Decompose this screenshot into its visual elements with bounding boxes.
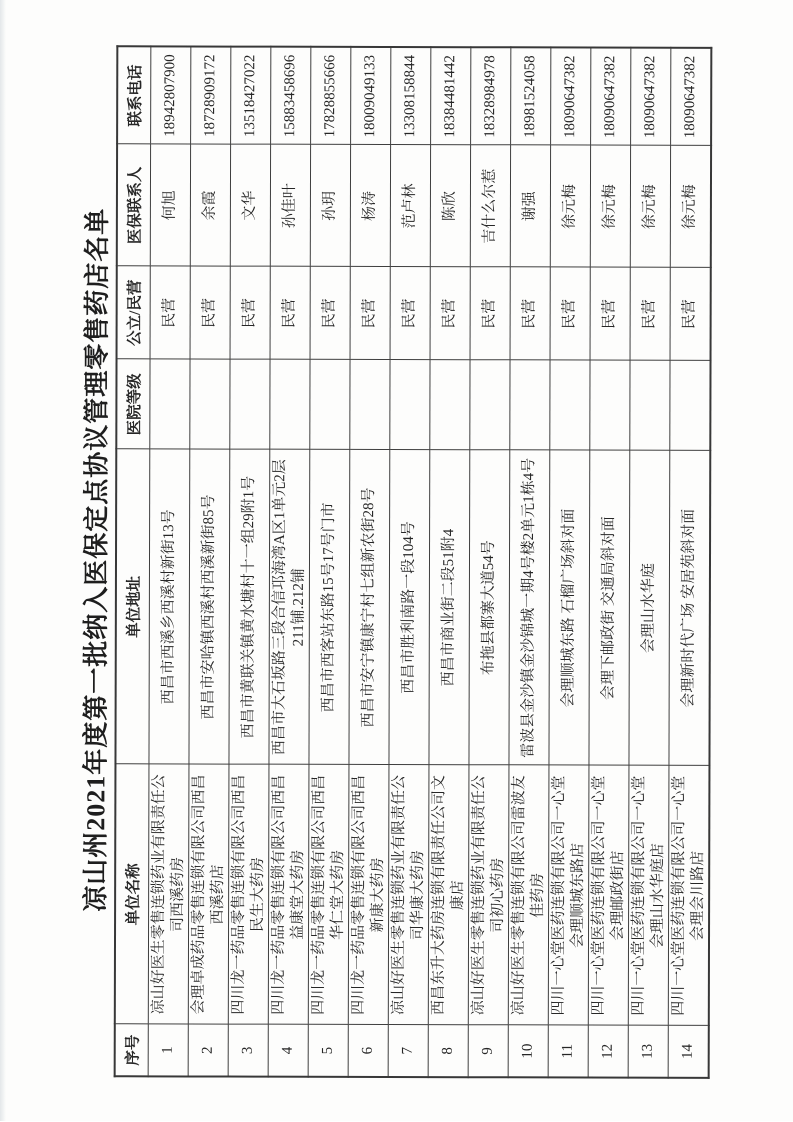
cell-address: 西昌市黄联关镇黄水塘村十一组29附1号 — [229, 450, 270, 765]
cell-level — [150, 359, 190, 449]
cell-type: 民营 — [590, 268, 630, 361]
cell-type: 民营 — [630, 268, 670, 361]
cell-name: 四川一心堂医药连锁有限公司一心堂会理会川路店 — [668, 766, 709, 1026]
cell-level — [630, 361, 670, 451]
cell-level — [350, 360, 390, 450]
cell-phone: 18090647382 — [671, 48, 712, 146]
cell-serial: 13 — [628, 1026, 668, 1078]
cell-level — [430, 360, 470, 450]
document-title: 凉山州2021年度第一批纳入医保定点协议管理零售药店名单 — [81, 207, 112, 912]
cell-name: 会理卓成药品零售连锁有限公司西昌西溪药店 — [188, 764, 229, 1024]
column-header-address: 单位地址 — [115, 449, 149, 764]
cell-name: 西昌东升大药房连锁有限责任公司文康店 — [428, 765, 469, 1025]
cell-address: 西昌市胜利南路一段104号 — [389, 450, 430, 765]
cell-serial: 3 — [228, 1025, 268, 1077]
cell-level — [550, 360, 590, 450]
cell-type: 民营 — [510, 267, 550, 360]
cell-contact: 文华 — [230, 145, 270, 267]
cell-type: 民营 — [550, 267, 590, 360]
cell-phone: 15883458696 — [271, 47, 311, 145]
cell-type: 民营 — [310, 267, 350, 360]
cell-address: 西昌市西溪乡西溪村新街13号 — [149, 449, 190, 764]
cell-name: 四川一心堂医药连锁有限公司一心堂会理山水华庭店 — [628, 766, 669, 1026]
cell-name: 凉山好医生零售连锁有限公司雷波友佳药房 — [508, 765, 549, 1025]
table-row — [348, 47, 391, 1077]
cell-name: 四川一心堂医药连锁有限公司一心堂会理顺城东路店 — [548, 765, 589, 1025]
cell-level — [230, 360, 270, 450]
cell-serial: 7 — [388, 1025, 428, 1077]
cell-serial: 4 — [268, 1025, 308, 1077]
cell-phone: 17828855666 — [311, 47, 351, 145]
cell-type: 民营 — [670, 268, 711, 361]
cell-contact: 陈欣 — [430, 145, 470, 267]
cell-level — [310, 360, 350, 450]
cell-name: 四川龙一药品零售连锁有限公司西昌新康大药房 — [348, 765, 389, 1025]
cell-contact: 范卢林 — [390, 145, 430, 267]
table-row — [268, 47, 311, 1077]
cell-name: 凉山好医生零售连锁药业有限责任公司西溪药房 — [148, 764, 189, 1024]
column-header-name: 单位名称 — [115, 764, 149, 1024]
cell-contact: 余霞 — [190, 144, 230, 266]
table-row — [548, 47, 591, 1077]
cell-type: 民营 — [150, 266, 190, 359]
cell-type: 民营 — [430, 267, 470, 360]
table-row — [628, 48, 671, 1078]
table-row — [588, 48, 631, 1078]
cell-address: 西昌市安宁镇康宁村七组新农街28号 — [349, 450, 390, 765]
column-header-type: 公立/民营 — [117, 266, 151, 359]
cell-address: 会理下邮政街 交通局斜对面 — [589, 451, 630, 766]
cell-serial: 9 — [468, 1025, 508, 1077]
table-row — [508, 47, 551, 1077]
table-row — [188, 46, 231, 1076]
cell-serial: 10 — [508, 1025, 548, 1077]
cell-contact: 徐元梅 — [670, 146, 711, 268]
cell-contact: 徐元梅 — [630, 146, 670, 268]
cell-serial: 8 — [428, 1025, 468, 1077]
cell-serial: 2 — [188, 1024, 228, 1076]
cell-level — [270, 360, 310, 450]
cell-contact: 徐元梅 — [590, 146, 630, 268]
cell-level — [510, 360, 550, 450]
cell-type: 民营 — [230, 267, 270, 360]
cell-contact: 何旭 — [150, 144, 190, 266]
cell-address: 会理山水华庭 — [629, 451, 670, 766]
cell-phone: 18981524058 — [511, 47, 551, 145]
cell-address: 西昌市商业街二段51附4 — [429, 450, 470, 765]
cell-contact: 吉什么尔惹 — [470, 145, 510, 267]
cell-phone: 13518427022 — [231, 47, 271, 145]
cell-serial: 6 — [348, 1025, 388, 1077]
cell-contact: 杨涛 — [350, 145, 390, 267]
cell-level — [590, 361, 630, 451]
cell-type: 民营 — [270, 267, 310, 360]
cell-address: 会理新时代广场 安居苑斜对面 — [669, 451, 710, 766]
table-row — [308, 47, 351, 1077]
cell-serial: 11 — [548, 1025, 588, 1077]
cell-serial: 5 — [308, 1025, 348, 1077]
cell-phone: 18942807900 — [151, 46, 191, 144]
cell-phone: 18009049133 — [351, 47, 391, 145]
table-row — [428, 47, 471, 1077]
cell-name: 四川龙一药品零售连锁有限公司西昌益康堂大药房 — [268, 765, 309, 1025]
cell-level — [190, 359, 230, 449]
cell-type: 民营 — [390, 267, 430, 360]
column-header-level: 医院等级 — [116, 359, 150, 449]
cell-phone: 18328984978 — [471, 47, 511, 145]
table-row — [468, 47, 511, 1077]
cell-type: 民营 — [350, 267, 390, 360]
cell-contact: 谢强 — [510, 145, 550, 267]
header-row — [115, 46, 151, 1076]
cell-phone: 18090647382 — [551, 47, 591, 145]
cell-serial: 12 — [588, 1026, 628, 1078]
cell-phone: 13308158844 — [391, 47, 431, 145]
cell-address: 布拖县都寨大道54号 — [469, 450, 510, 765]
cell-level — [470, 360, 510, 450]
pharmacy-roster-table — [114, 45, 713, 1079]
cell-serial: 1 — [148, 1024, 188, 1076]
cell-address: 雷波县金沙镇金沙锦城一期4号楼2单元1栋4号 — [509, 450, 550, 765]
cell-contact: 孙佳叶 — [270, 145, 310, 267]
column-header-serial: 序号 — [115, 1024, 149, 1076]
cell-name: 凉山好医生零售连锁药业有限责任公司华康大药房 — [388, 765, 429, 1025]
table-row — [148, 46, 191, 1076]
cell-type: 民营 — [190, 266, 230, 359]
cell-name: 四川龙一药品零售连锁有限公司西昌民生大药房 — [228, 765, 269, 1025]
table-row — [228, 47, 271, 1077]
cell-address: 西昌市西客站东路15号17号门市 — [309, 450, 350, 765]
cell-type: 民营 — [470, 267, 510, 360]
cell-phone: 18384481442 — [431, 47, 471, 145]
cell-name: 四川一心堂医药连锁有限公司一心堂会理邮政街店 — [588, 766, 629, 1026]
cell-address: 西昌市大石坂路三段合信邛海湾A区1单元2层211铺.212铺 — [269, 450, 310, 765]
cell-phone: 18090647382 — [631, 48, 671, 146]
cell-level — [390, 360, 430, 450]
cell-contact: 孙玥 — [310, 145, 350, 267]
table-row — [388, 47, 431, 1077]
cell-name: 四川龙一药品零售连锁有限公司西昌华仁堂大药房 — [308, 765, 349, 1025]
cell-level — [670, 361, 711, 451]
column-header-contact: 医保联系人 — [117, 144, 151, 266]
scanner-edge-shadow — [0, 0, 6, 1121]
cell-phone: 18728909172 — [191, 46, 231, 144]
cell-address: 西昌市安哈镇西溪村西溪新街85号 — [189, 449, 230, 764]
column-header-phone: 联系电话 — [117, 46, 151, 144]
cell-serial: 14 — [668, 1026, 709, 1078]
cell-address: 会理顺城东路 石榴广场斜对面 — [549, 450, 590, 765]
cell-phone: 18090647382 — [591, 48, 631, 146]
table-row — [668, 48, 711, 1078]
cell-contact: 徐元梅 — [550, 145, 590, 267]
cell-name: 凉山好医生零售连锁药业有限责任公司初心药房 — [468, 765, 509, 1025]
